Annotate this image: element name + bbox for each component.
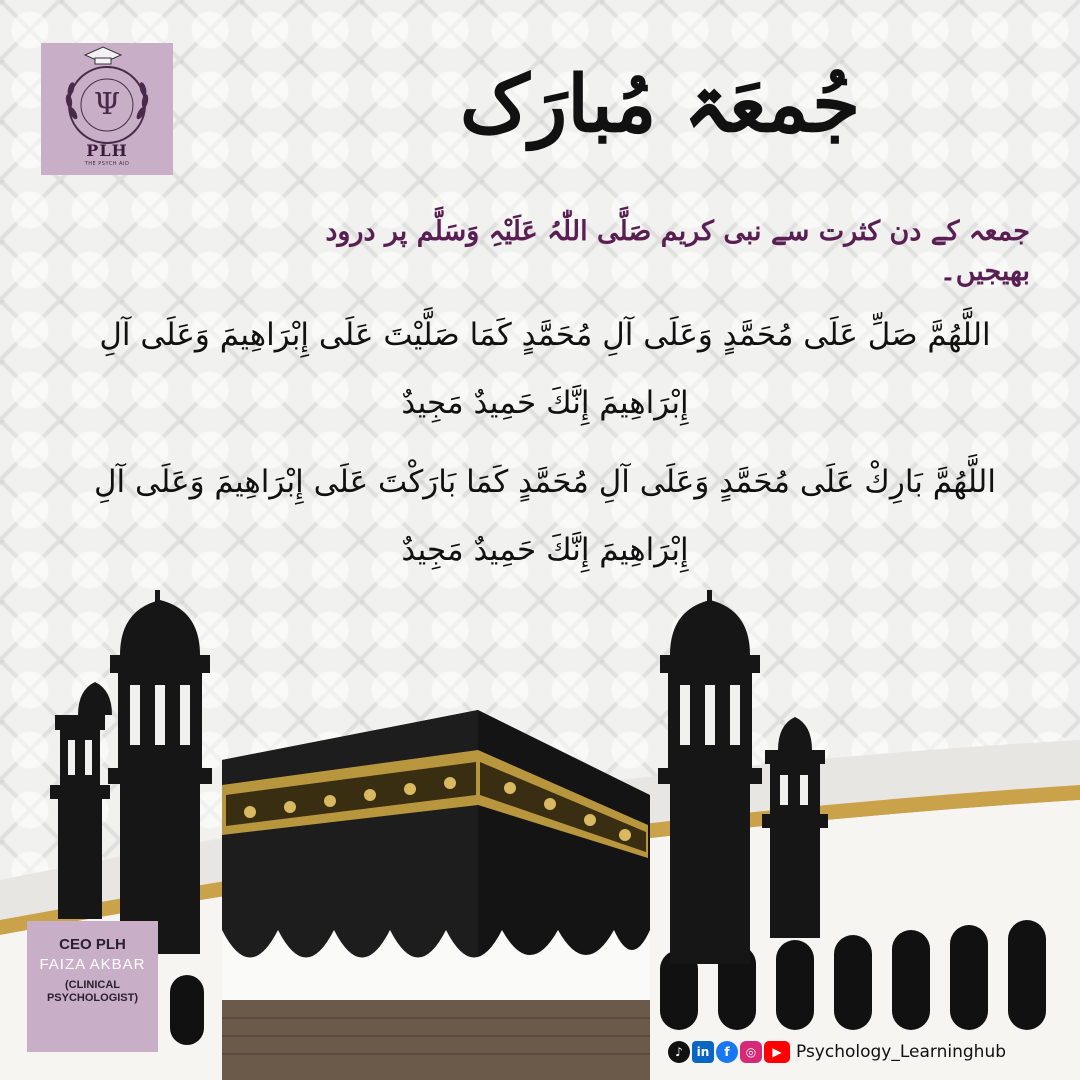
logo-tagline: THE PSYCH AID (84, 161, 130, 167)
durood-line-3: اللَّهُمَّ بَارِكْ عَلَى مُحَمَّدٍ وَعَلَى آلِ مُحَمَّدٍ كَمَا بَارَكْتَ عَلَى إِبْرَاهِيمَ وَعَلَى آلِ (94, 464, 996, 500)
ceo-title: CEO PLH (59, 936, 126, 953)
ceo-role: (CLINICAL PSYCHOLOGIST) (46, 979, 139, 1004)
psi-symbol: Ψ (93, 87, 121, 122)
social-handle[interactable]: Psychology_Learninghub (796, 1042, 1007, 1062)
durood-line-4: إِبْرَاهِيمَ إِنَّكَ حَمِيدٌ مَجِيدٌ (401, 532, 689, 568)
tiktok-icon[interactable]: ♪ (668, 1041, 690, 1063)
logo-title: PLH (86, 141, 128, 160)
kaaba-illustration (0, 590, 1080, 1080)
linkedin-icon[interactable]: in (692, 1041, 714, 1063)
social-bar (668, 1038, 1006, 1066)
instagram-icon[interactable]: ◎ (740, 1041, 762, 1063)
durood-line-2: إِبْرَاهِيمَ إِنَّكَ حَمِيدٌ مَجِيدٌ (401, 385, 689, 421)
plh-logo (41, 43, 173, 175)
ceo-name: FAIZA AKBAR (39, 956, 146, 973)
youtube-icon[interactable]: ▶ (764, 1041, 790, 1063)
durood-line-1: اللَّهُمَّ صَلِّ عَلَى مُحَمَّدٍ وَعَلَى آلِ مُحَمَّدٍ كَمَا صَلَّيْتَ عَلَى إِبْرَاهِيمَ وَعَلَى آلِ (99, 317, 991, 353)
headline-jumma-mubarak: جُمعَۃ مُبارَک (459, 59, 861, 150)
urdu-subline: جمعہ کے دن کثرت سے نبی کریم صَلَّی اللّٰہُ عَلَیْہِ وَسَلَّم پر درود بھیجیں۔ (325, 216, 1030, 287)
graduation-cap-icon (85, 47, 121, 64)
facebook-icon[interactable]: f (716, 1041, 738, 1063)
ceo-badge (27, 921, 158, 1052)
